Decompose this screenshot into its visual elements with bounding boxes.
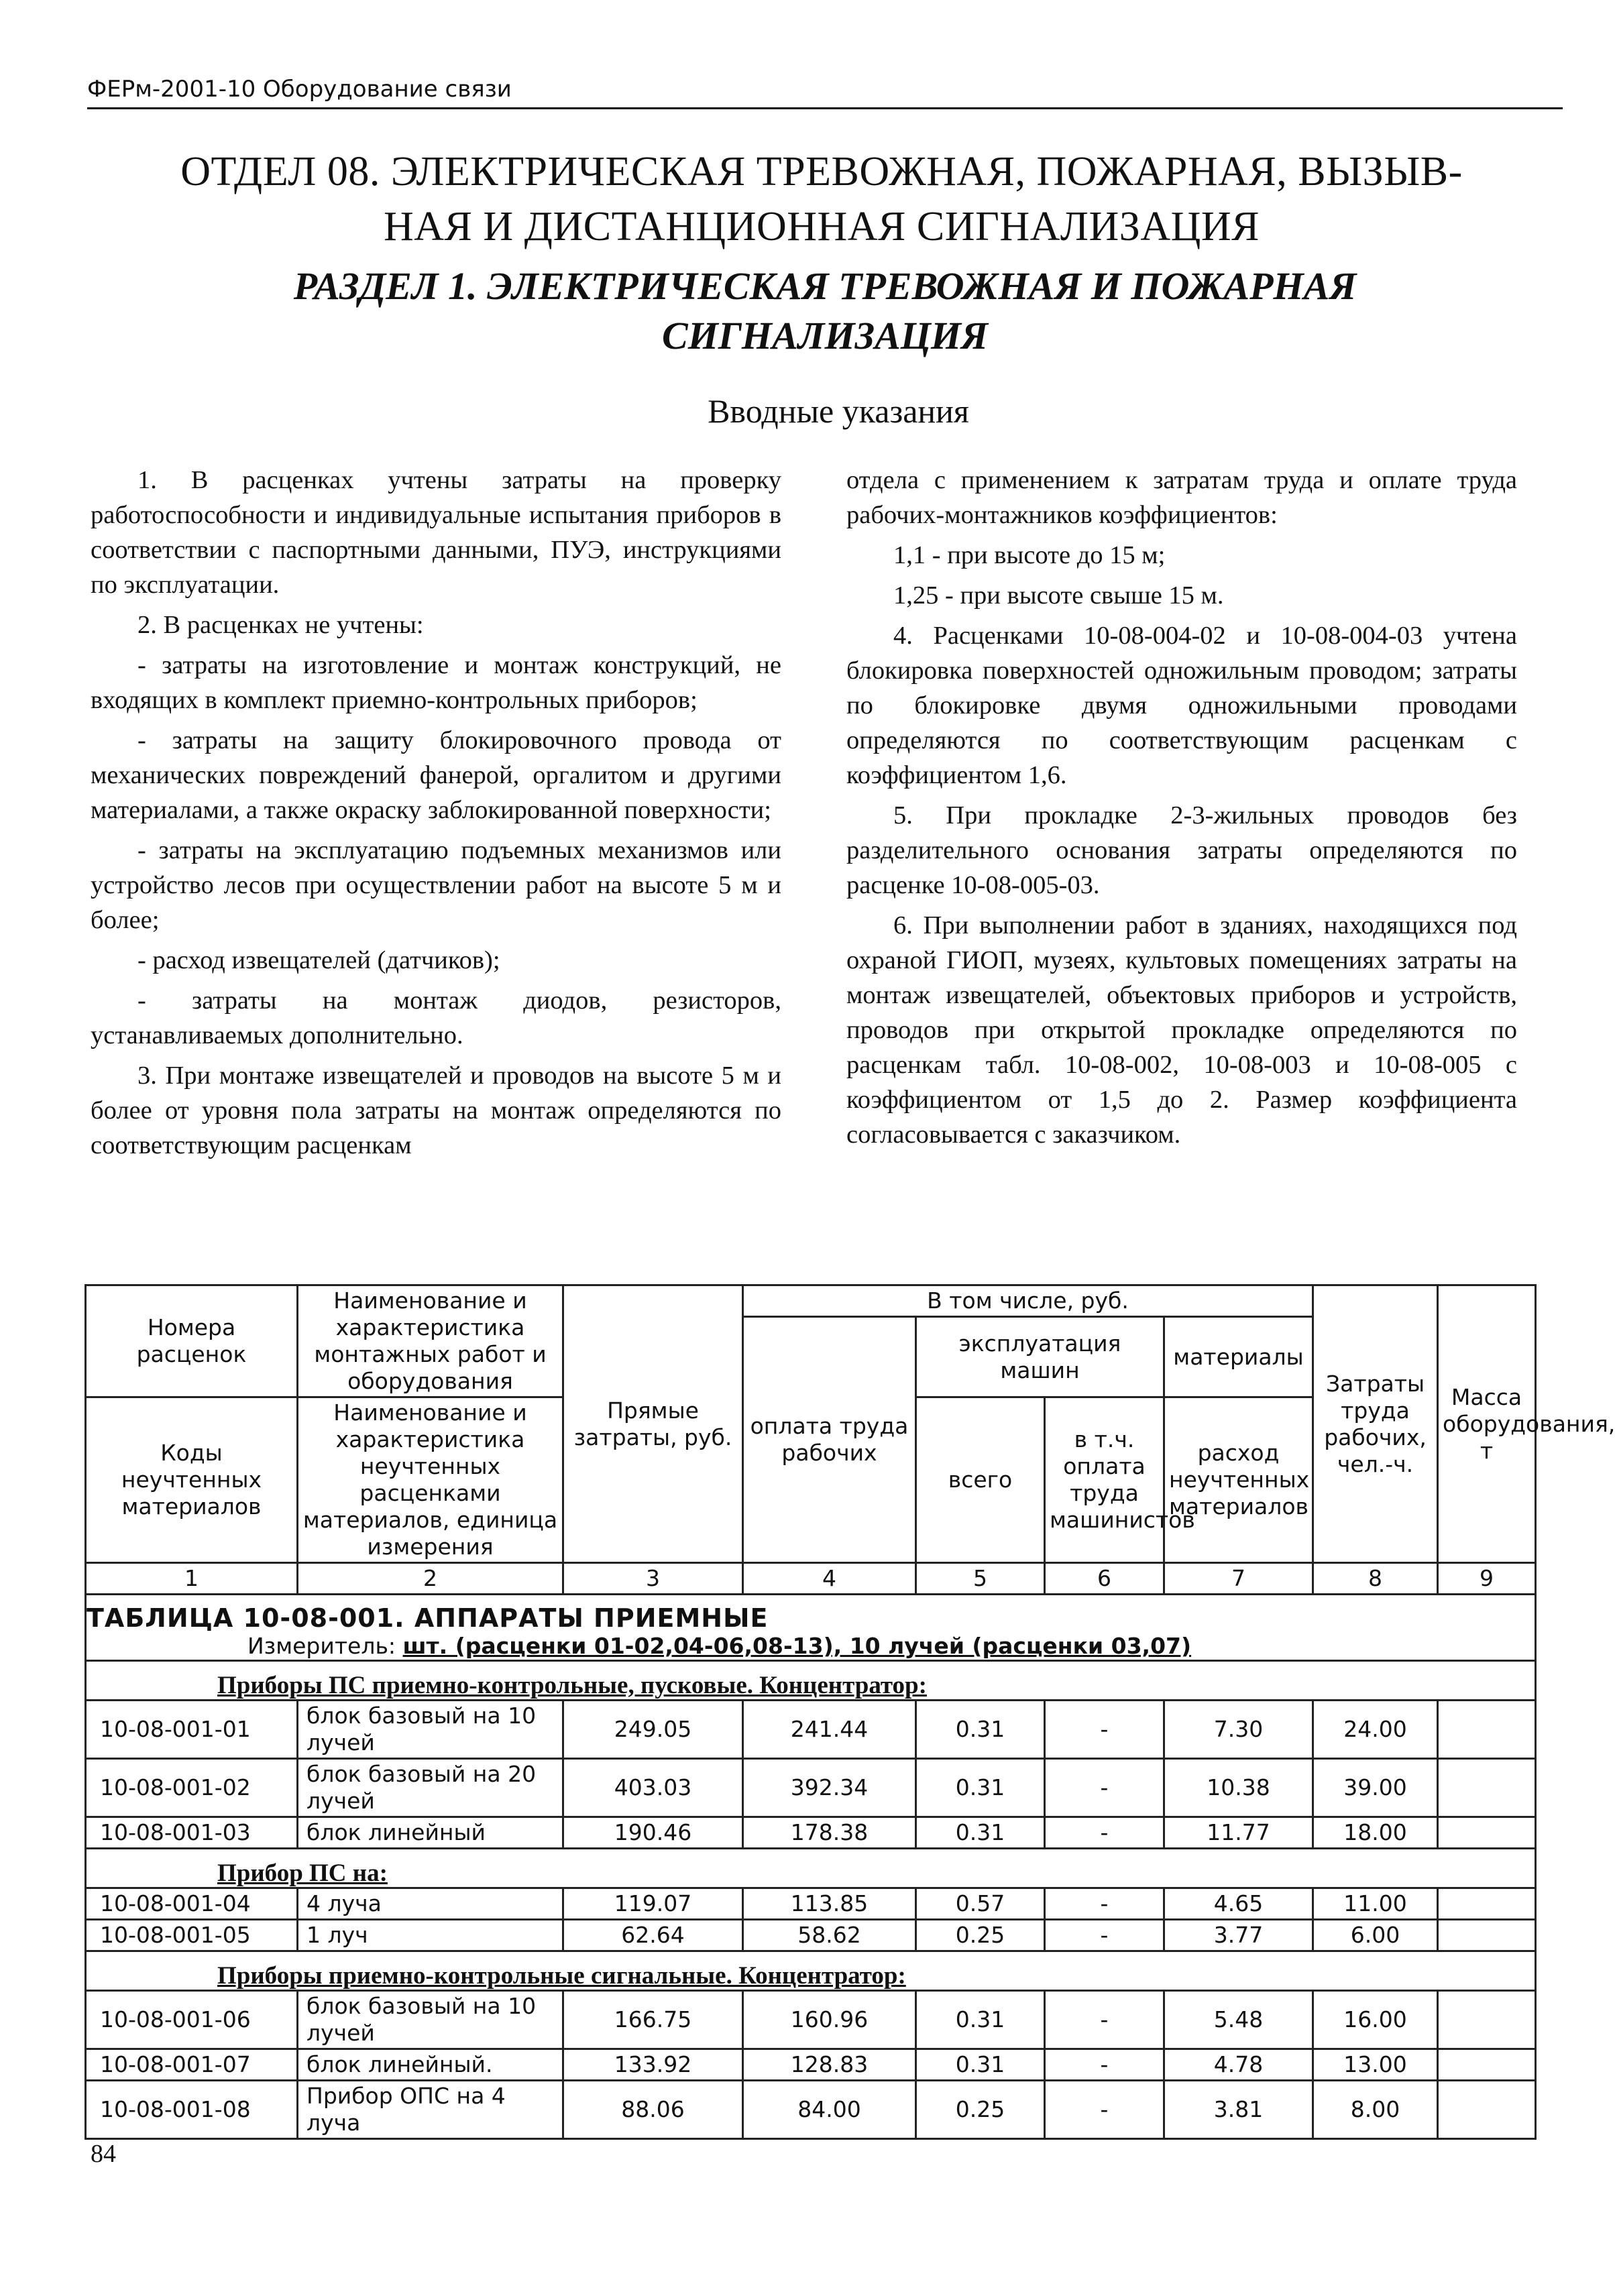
labor-hours: 39.00 xyxy=(1313,1759,1438,1817)
rate-code: 10-08-001-03 xyxy=(86,1817,298,1849)
page-number: 84 xyxy=(91,2140,116,2168)
header-cell: Прямые затраты, руб. xyxy=(563,1285,743,1563)
work-name: блок базовый на 10 лучей xyxy=(298,1991,563,2049)
table-title xyxy=(86,1595,1536,1633)
header-cell: Коды неучтенных материалов xyxy=(86,1397,298,1563)
paragraph: - затраты на эксплуатацию подъемных механизмов или устройство лесов при осуществлении работ на высоте 5 м и более; xyxy=(91,836,781,934)
machines-cost: 0.31 xyxy=(916,2049,1045,2081)
machinists-wages: - xyxy=(1045,1920,1164,1951)
machinists-wages: - xyxy=(1045,1759,1164,1817)
materials-cost: 3.77 xyxy=(1164,1920,1313,1951)
rate-code: 10-08-001-06 xyxy=(86,1991,298,2049)
materials-cost: 5.48 xyxy=(1164,1991,1313,2049)
paragraph: - затраты на монтаж диодов, резисторов, устанавливаемых дополнительно. xyxy=(91,986,781,1049)
column-number: 9 xyxy=(1438,1563,1536,1595)
header-cell: Затраты труда рабочих, чел.-ч. xyxy=(1313,1285,1438,1563)
machines-cost: 0.57 xyxy=(916,1888,1045,1920)
paragraph: - расход извещателей (датчиков); xyxy=(137,946,500,974)
machines-cost: 0.31 xyxy=(916,1991,1045,2049)
group-row xyxy=(86,1951,1536,1991)
equipment-mass xyxy=(1438,1759,1536,1817)
paragraph: 3. При монтаже извещателей и проводов на высоте 5 м и более от уровня пола затраты на монтаж определяются по соответствующим расценкам xyxy=(91,1061,781,1159)
group-title xyxy=(86,1849,1536,1888)
group-title-text: Прибор ПС на: xyxy=(217,1859,388,1887)
machinists-wages: - xyxy=(1045,1888,1164,1920)
header-cell: В том числе, руб. xyxy=(743,1285,1313,1317)
chapter-title-line: НАЯ И ДИСТАНЦИОННАЯ СИГНАЛИЗАЦИЯ xyxy=(383,204,1260,249)
equipment-mass xyxy=(1438,1817,1536,1849)
column-number: 3 xyxy=(563,1563,743,1595)
paragraph: отдела с применением к затратам труда и оплате труда рабочих-монтажников коэффициентов: xyxy=(846,466,1517,529)
table-row xyxy=(86,1701,1536,1759)
machines-cost: 0.31 xyxy=(916,1759,1045,1817)
wages: 58.62 xyxy=(743,1920,916,1951)
labor-hours: 13.00 xyxy=(1313,2049,1438,2081)
materials-cost: 7.30 xyxy=(1164,1701,1313,1759)
machines-cost: 0.25 xyxy=(916,1920,1045,1951)
equipment-mass xyxy=(1438,2049,1536,2081)
header-cell: Масса оборудования, т xyxy=(1438,1285,1536,1563)
column-number: 4 xyxy=(743,1563,916,1595)
paragraph: 1. В расценках учтены затраты на проверку работоспособности и индивидуальные испытания приборов в соответствии с паспортными данными, ПУЭ, инструкциями по эксплуатации. xyxy=(91,466,781,599)
group-title-text: Приборы приемно-контрольные сигнальные. Концентратор: xyxy=(217,1962,906,1990)
work-name: блок линейный xyxy=(298,1817,563,1849)
intro-heading: Вводные указания xyxy=(708,392,969,430)
header-cell: Номера расценок xyxy=(86,1285,298,1397)
work-name: блок базовый на 10 лучей xyxy=(298,1701,563,1759)
equipment-mass xyxy=(1438,1991,1536,2049)
machinists-wages: - xyxy=(1045,1817,1164,1849)
machines-cost: 0.25 xyxy=(916,2081,1045,2139)
table-row xyxy=(86,2049,1536,2081)
direct-cost: 133.92 xyxy=(563,2049,743,2081)
wages: 241.44 xyxy=(743,1701,916,1759)
rate-code: 10-08-001-08 xyxy=(86,2081,298,2139)
paragraph: 4. Расценками 10-08-004-02 и 10-08-004-03 учтена блокировка поверхностей одножильным проводом; затраты по блокировке двумя одножильными проводами определяются по соответствующим расценкам с коэффициентом 1,6. xyxy=(846,622,1517,789)
table-row xyxy=(86,1920,1536,1951)
table-title-row xyxy=(86,1595,1536,1633)
header-row xyxy=(86,1285,1536,1317)
rate-code: 10-08-001-02 xyxy=(86,1759,298,1817)
work-name: блок базовый на 20 лучей xyxy=(298,1759,563,1817)
group-title xyxy=(86,1951,1536,1991)
column-number-row xyxy=(86,1563,1536,1595)
column-number: 6 xyxy=(1045,1563,1164,1595)
group-title-text: Приборы ПС приемно-контрольные, пусковые. Концентратор: xyxy=(217,1672,927,1699)
paragraph: - затраты на изготовление и монтаж конструкций, не входящих в комплект приемно-контрольных приборов; xyxy=(91,651,781,714)
paragraph: 6. При выполнении работ в зданиях, находящихся под охраной ГИОП, музеях, культовых помещениях затраты на монтаж извещателей, объектовых приборов и устройств, проводов при открытой прокладке определяются по расценкам табл. 10-08-002, 10-08-003 и 10-08-005 с коэффициентом от 1,5 до 2. Размер коэффициента согласовывается с заказчиком. xyxy=(846,911,1517,1149)
table-row xyxy=(86,1991,1536,2049)
header-cell: расход неучтенных материалов xyxy=(1164,1397,1313,1563)
materials-cost: 4.78 xyxy=(1164,2049,1313,2081)
group-row xyxy=(86,1661,1536,1701)
header-cell: всего xyxy=(916,1397,1045,1563)
direct-cost: 119.07 xyxy=(563,1888,743,1920)
labor-hours: 11.00 xyxy=(1313,1888,1438,1920)
direct-cost: 62.64 xyxy=(563,1920,743,1951)
direct-cost: 166.75 xyxy=(563,1991,743,2049)
direct-cost: 190.46 xyxy=(563,1817,743,1849)
running-header: ФЕРм-2001-10 Оборудование связи xyxy=(87,72,1563,109)
header-cell: Наименование и характеристика монтажных работ и оборудования xyxy=(298,1285,563,1397)
materials-cost: 10.38 xyxy=(1164,1759,1313,1817)
group-row xyxy=(86,1849,1536,1888)
paragraph: 1,1 - при высоте до 15 м; xyxy=(893,541,1166,569)
direct-cost: 249.05 xyxy=(563,1701,743,1759)
table-title-text: ТАБЛИЦА 10-08-001. АППАРАТЫ ПРИЕМНЫЕ xyxy=(87,1603,769,1633)
rate-code: 10-08-001-07 xyxy=(86,2049,298,2081)
header-cell: Наименование и характеристика неучтенных расценками материалов, единица измерения xyxy=(298,1397,563,1563)
norms-table xyxy=(85,1284,1615,2140)
wages: 178.38 xyxy=(743,1817,916,1849)
table-row xyxy=(86,1817,1536,1849)
paragraph: 2. В расценках не учтены: xyxy=(137,611,424,639)
machinists-wages: - xyxy=(1045,2049,1164,2081)
right-text-column xyxy=(846,463,1517,1157)
paragraph: - затраты на защиту блокировочного провода от механических повреждений фанерой, оргалитом и другими материалами, а также окраску заблокированной поверхности; xyxy=(91,726,781,824)
column-number: 2 xyxy=(298,1563,563,1595)
rate-code: 10-08-001-04 xyxy=(86,1888,298,1920)
section-title xyxy=(221,262,1429,361)
paragraph: 5. При прокладке 2-3-жильных проводов без разделительного основания затраты определяются по расценке 10-08-005-03. xyxy=(846,801,1517,899)
labor-hours: 6.00 xyxy=(1313,1920,1438,1951)
left-text-column xyxy=(91,463,781,1168)
table-row xyxy=(86,1888,1536,1920)
column-number: 5 xyxy=(916,1563,1045,1595)
table-row xyxy=(86,2081,1536,2139)
header-cell: эксплуатация машин xyxy=(916,1317,1164,1397)
direct-cost: 403.03 xyxy=(563,1759,743,1817)
labor-hours: 18.00 xyxy=(1313,1817,1438,1849)
machines-cost: 0.31 xyxy=(916,1701,1045,1759)
section-title-line: СИГНАЛИЗАЦИЯ xyxy=(662,314,988,357)
materials-cost: 4.65 xyxy=(1164,1888,1313,1920)
labor-hours: 8.00 xyxy=(1313,2081,1438,2139)
direct-cost: 88.06 xyxy=(563,2081,743,2139)
meter-label: Измеритель: xyxy=(247,1633,403,1659)
wages: 128.83 xyxy=(743,2049,916,2081)
equipment-mass xyxy=(1438,1701,1536,1759)
rate-code: 10-08-001-05 xyxy=(86,1920,298,1951)
table-row xyxy=(86,1759,1536,1817)
chapter-title-line: ОТДЕЛ 08. ЭЛЕКТРИЧЕСКАЯ ТРЕВОЖНАЯ, ПОЖАРНАЯ, ВЫЗЫВ- xyxy=(180,149,1463,194)
machinists-wages: - xyxy=(1045,2081,1164,2139)
header-cell: в т.ч. оплата труда машинистов xyxy=(1045,1397,1164,1563)
group-title xyxy=(86,1661,1536,1701)
work-name: 4 луча xyxy=(298,1888,563,1920)
meter-value: шт. (расценки 01-02,04-06,08-13), 10 лучей (расценки 03,07) xyxy=(402,1633,1192,1659)
column-number: 1 xyxy=(86,1563,298,1595)
paragraph: 1,25 - при высоте свыше 15 м. xyxy=(893,581,1224,610)
rate-code: 10-08-001-01 xyxy=(86,1701,298,1759)
wages: 160.96 xyxy=(743,1991,916,2049)
wages: 113.85 xyxy=(743,1888,916,1920)
work-name: блок линейный. xyxy=(298,2049,563,2081)
equipment-mass xyxy=(1438,2081,1536,2139)
chapter-title xyxy=(107,144,1536,254)
work-name: Прибор ОПС на 4 луча xyxy=(298,2081,563,2139)
machinists-wages: - xyxy=(1045,1701,1164,1759)
machines-cost: 0.31 xyxy=(916,1817,1045,1849)
machinists-wages: - xyxy=(1045,1991,1164,2049)
materials-cost: 11.77 xyxy=(1164,1817,1313,1849)
wages: 392.34 xyxy=(743,1759,916,1817)
labor-hours: 16.00 xyxy=(1313,1991,1438,2049)
meter-row xyxy=(86,1633,1536,1661)
equipment-mass xyxy=(1438,1920,1536,1951)
section-title-line: РАЗДЕЛ 1. ЭЛЕКТРИЧЕСКАЯ ТРЕВОЖНАЯ И ПОЖАРНАЯ xyxy=(293,264,1357,308)
header-cell: материалы xyxy=(1164,1317,1313,1397)
meter-cell xyxy=(86,1633,1536,1661)
labor-hours: 24.00 xyxy=(1313,1701,1438,1759)
header-cell: оплата труда рабочих xyxy=(743,1317,916,1563)
equipment-mass xyxy=(1438,1888,1536,1920)
column-number: 8 xyxy=(1313,1563,1438,1595)
work-name: 1 луч xyxy=(298,1920,563,1951)
wages: 84.00 xyxy=(743,2081,916,2139)
column-number: 7 xyxy=(1164,1563,1313,1595)
materials-cost: 3.81 xyxy=(1164,2081,1313,2139)
